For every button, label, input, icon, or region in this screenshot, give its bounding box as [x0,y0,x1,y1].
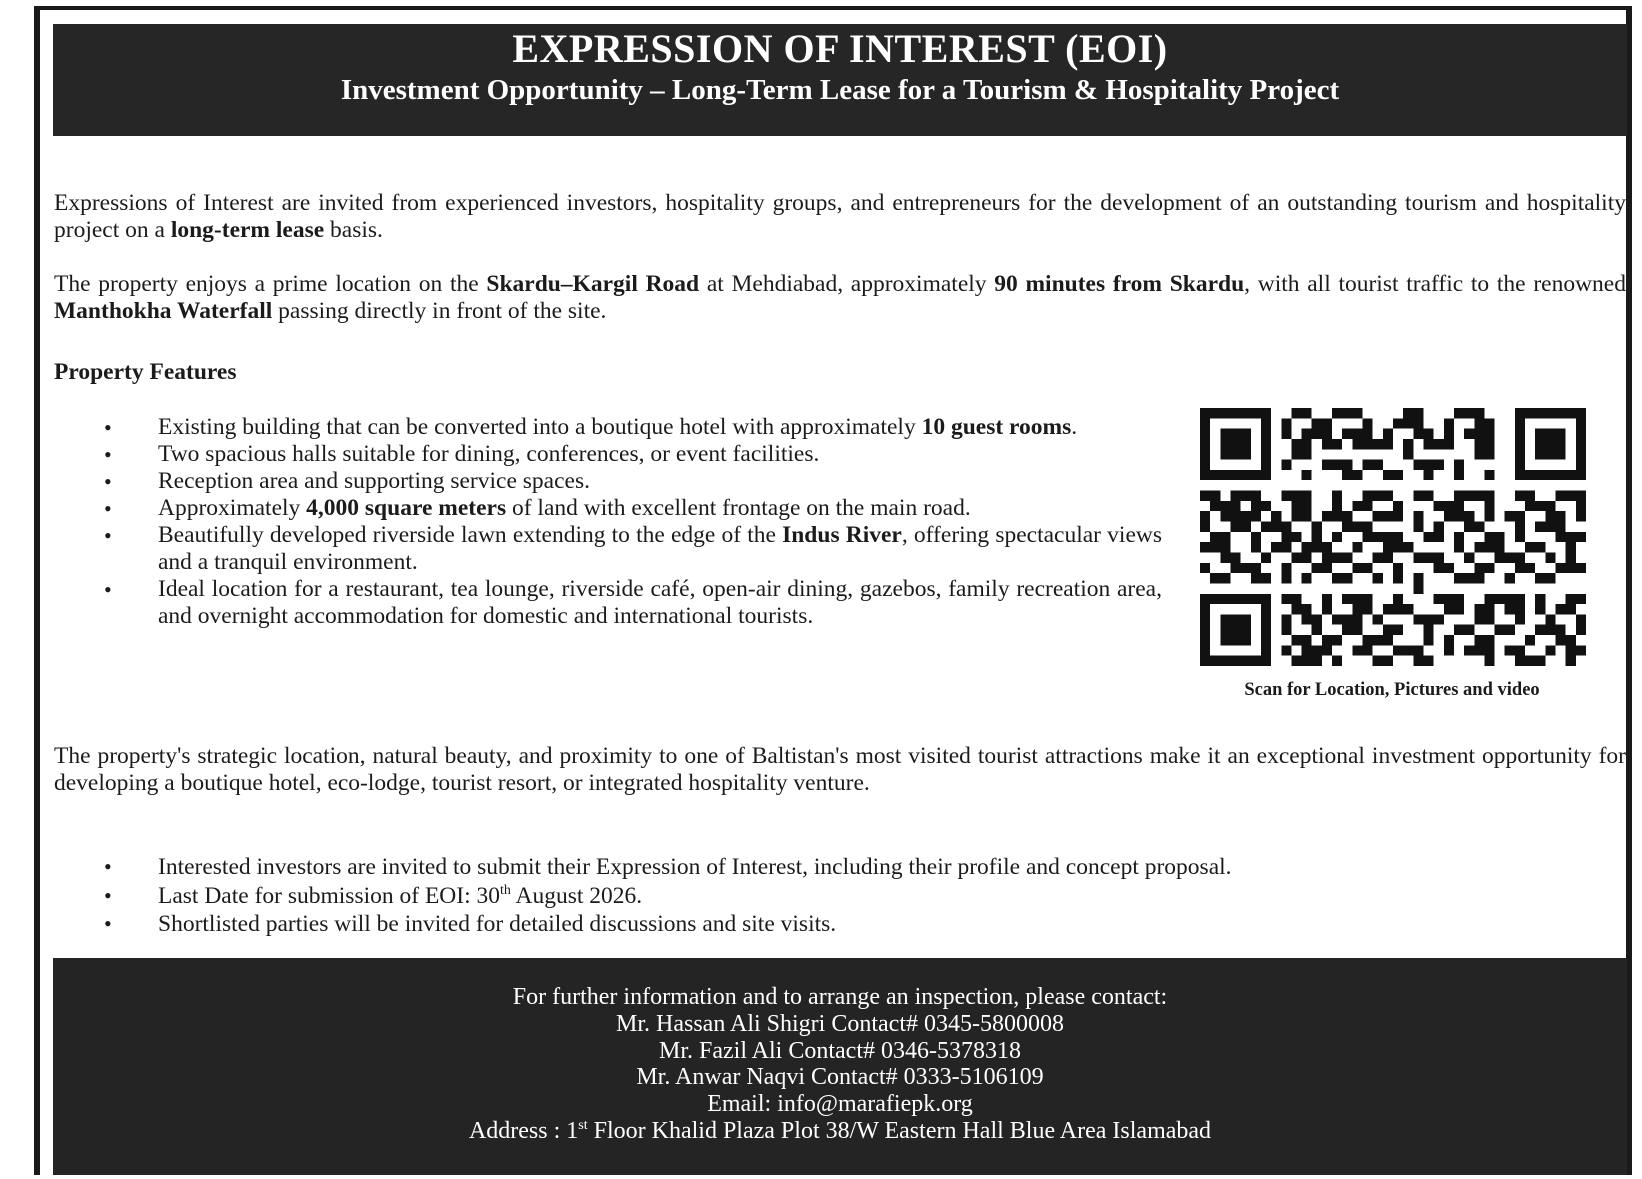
contact-intro: For further information and to arrange an inspection, please contact: [512,984,1168,1010]
feature-text: , offering spectacular views and a tranquil environment. [158,522,1162,575]
feature-text: of land with excellent frontage on the main road. [506,495,971,521]
deadline-text: Last Date for submission of EOI: 30 [158,882,501,909]
intro-emphasis: long-term lease [170,217,325,243]
page-subtitle: Investment Opportunity – Long-Term Lease for a Tourism & Hospitality Project [340,74,1340,106]
feature-emphasis: 4,000 square meters [306,495,507,521]
address-text: Floor Khalid Plaza Plot 38/W Eastern Hall Blue Area Islamabad [587,1117,1212,1144]
feature-text: Beautifully developed riverside lawn extending to the edge of the [158,522,783,548]
page-title: EXPRESSION OF INTEREST (EOI) [512,26,1168,71]
note-text: Shortlisted parties will be invited for detailed discussions and site visits. [158,911,837,937]
feature-text: Approximately [158,495,307,521]
note-item [54,853,1626,882]
feature-item [54,414,1162,441]
feature-emphasis: Indus River [782,522,902,548]
feature-emphasis: 10 guest rooms [921,414,1072,440]
intro-text: passing directly in front of the site. [272,298,607,324]
intro-text: The property enjoys a prime location on the [54,271,487,297]
deadline-ordinal: th [500,882,511,898]
deadline-text: August 2026. [510,882,643,909]
features-list [54,414,1162,630]
note-text: Interested investors are invited to submit their Expression of Interest, including their profile and concept proposal. [158,854,1232,880]
feature-item [54,468,1162,495]
features-heading: Property Features [54,359,237,385]
address-ordinal: st [578,1117,588,1133]
feature-text: . [1071,414,1078,440]
note-item [54,910,1626,939]
intro-text: , with all tourist traffic to the renowned [1244,271,1626,297]
intro-text: basis. [324,217,383,243]
road-name: Skardu–Kargil Road [486,271,700,297]
qr-block [1192,408,1592,701]
intro-text: Expressions of Interest are invited from experienced investors, hospitality groups, and entrepreneurs for the development of an outstanding tourism and hospitality project on a [54,190,1626,243]
contact-hassan: Mr. Hassan Ali Shigri Contact# 0345-5800008 [616,1010,1064,1037]
travel-time: 90 minutes from Skardu [994,271,1245,297]
feature-text: Two spacious halls suitable for dining, conferences, or event facilities. [158,441,820,467]
contact-footer [53,958,1627,1175]
intro-paragraph-1 [54,190,1626,244]
feature-item [54,522,1162,576]
feature-text: Existing building that can be converted into a boutique hotel with approximately [158,414,922,440]
qr-code-icon[interactable] [1200,408,1586,666]
note-item [54,882,1626,911]
feature-text: Ideal location for a restaurant, tea lounge, riverside café, open-air dining, gazebos, family recreation area, and overnight accommodation for domestic and international tourists. [158,576,1162,629]
intro-text: at Mehdiabad, approximately [699,271,995,297]
header-banner [53,24,1627,136]
intro-paragraph-2 [54,271,1626,325]
contact-email: Email: info@marafiepk.org [707,1091,973,1118]
feature-text: Reception area and supporting service spaces. [158,468,590,494]
qr-caption: Scan for Location, Pictures and video [1244,680,1540,700]
contact-fazil: Mr. Fazil Ali Contact# 0346-5378318 [659,1037,1021,1064]
waterfall-name: Manthokha Waterfall [54,298,273,324]
feature-item [54,441,1162,468]
contact-address [53,1118,1627,1145]
address-text: Address : 1 [468,1117,579,1144]
submission-notes [54,853,1626,939]
contact-anwar: Mr. Anwar Naqvi Contact# 0333-5106109 [636,1064,1044,1091]
closing-paragraph: The property's strategic location, natural beauty, and proximity to one of Baltistan's most visited tourist attractions make it an exceptional investment opportunity for developing a boutique hotel, eco-lodge, tourist resort, or integrated hospitality venture. [54,743,1626,796]
feature-item [54,495,1162,522]
feature-item [54,576,1162,630]
